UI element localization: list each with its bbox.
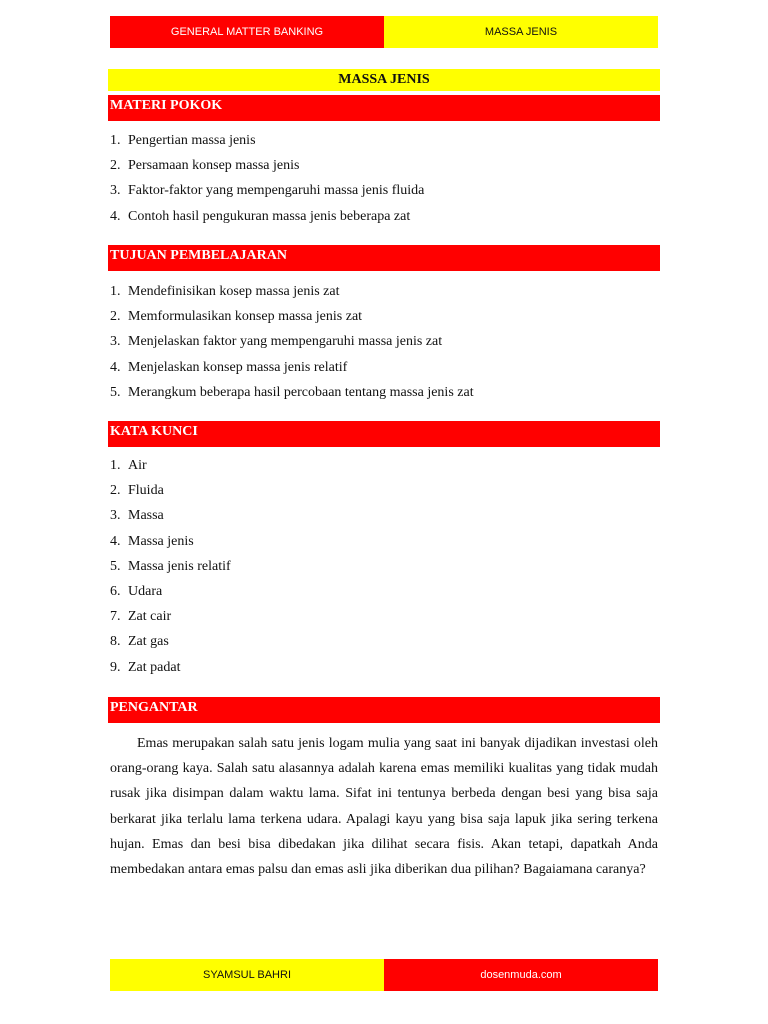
list-item: 2. Fluida	[110, 483, 164, 499]
list-item-text: Memformulasikan konsep massa jenis zat	[128, 309, 363, 325]
list-item-text: Air	[128, 458, 147, 473]
list-item-text: Zat padat	[128, 659, 181, 675]
list-item: 1. Mendefinisikan kosep massa jenis zat	[110, 284, 340, 299]
heading-kata-kunci: KATA KUNCI	[108, 421, 660, 447]
list-item-text: Merangkum beberapa hasil percobaan tentang massa jenis zat	[128, 384, 474, 400]
list-item: 4. Menjelaskan konsep massa jenis relatif	[110, 359, 348, 375]
list-materi-pokok	[110, 128, 424, 229]
footer-website: dosenmuda.com	[384, 959, 658, 991]
list-kata-kunci	[110, 453, 231, 680]
list-item-text: Udara	[128, 583, 163, 599]
heading-tujuan-pembelajaran: TUJUAN PEMBELAJARAN	[108, 245, 660, 271]
list-item: 2. Persamaan konsep massa jenis	[110, 158, 300, 174]
list-item-text: Massa jenis	[128, 533, 194, 549]
list-item: 1. Air	[110, 458, 147, 473]
list-tujuan-pembelajaran	[110, 279, 474, 405]
pengantar-paragraph: Emas merupakan salah satu jenis logam mulia yang saat ini banyak dijadikan investasi oleh orang-orang kaya. Salah satu alasannya adalah karena emas memiliki kualitas yang tidak mudah rusak jika disimpan dalam waktu lama. Sifat ini tentunya berbeda dengan besi yang bisa saja berkarat jika terlalu lama terkena udara. Apalagi kayu yang bisa saja lapuk jika sering terkena hujan. Emas dan besi bisa dibedakan jika dilihat secara fisis. Akan tetapi, dapatkah Anda membedakan antara emas palsu dan emas asli jika diberikan dua pilihan? Bagaiamana caranya?	[110, 736, 658, 878]
list-item: 3. Menjelaskan faktor yang mempengaruhi massa jenis zat	[110, 334, 443, 350]
heading-pengantar: PENGANTAR	[108, 697, 660, 723]
footer-author: SYAMSUL BAHRI	[110, 959, 384, 991]
list-item-text: Faktor-faktor yang mempengaruhi massa jenis fluida	[128, 183, 425, 199]
list-item-text: Pengertian massa jenis	[128, 133, 256, 148]
list-item-text: Zat gas	[128, 634, 169, 650]
list-item-text: Massa	[128, 508, 164, 524]
list-item: 3. Massa	[110, 508, 164, 524]
list-item-text: Fluida	[128, 483, 164, 499]
list-item: 9. Zat padat	[110, 659, 181, 675]
list-item: 2. Memformulasikan konsep massa jenis zat	[110, 309, 363, 325]
list-item: 6. Udara	[110, 583, 163, 599]
list-item: 5. Merangkum beberapa hasil percobaan tentang massa jenis zat	[110, 384, 474, 400]
list-item-text: Menjelaskan konsep massa jenis relatif	[128, 359, 348, 375]
list-item-text: Massa jenis relatif	[128, 558, 231, 574]
header-subject: GENERAL MATTER BANKING	[110, 16, 384, 48]
list-item-text: Mendefinisikan kosep massa jenis zat	[128, 284, 340, 299]
list-item: 8. Zat gas	[110, 634, 169, 650]
list-item-text: Contoh hasil pengukuran massa jenis beberapa zat	[128, 208, 411, 224]
list-item: 5. Massa jenis relatif	[110, 558, 231, 574]
page-header	[110, 16, 658, 48]
list-item: 4. Contoh hasil pengukuran massa jenis beberapa zat	[110, 208, 411, 224]
list-item-text: Zat cair	[128, 609, 172, 625]
list-item: 3. Faktor-faktor yang mempengaruhi massa jenis fluida	[110, 183, 425, 199]
document-title: MASSA JENIS	[108, 69, 660, 91]
page-footer	[110, 959, 658, 991]
list-item: 7. Zat cair	[110, 609, 172, 625]
list-item: 1. Pengertian massa jenis	[110, 133, 256, 148]
list-item-text: Menjelaskan faktor yang mempengaruhi massa jenis zat	[128, 334, 443, 350]
list-item-text: Persamaan konsep massa jenis	[128, 158, 300, 174]
header-topic: MASSA JENIS	[384, 16, 658, 48]
heading-materi-pokok: MATERI POKOK	[108, 95, 660, 121]
list-item: 4. Massa jenis	[110, 533, 194, 549]
